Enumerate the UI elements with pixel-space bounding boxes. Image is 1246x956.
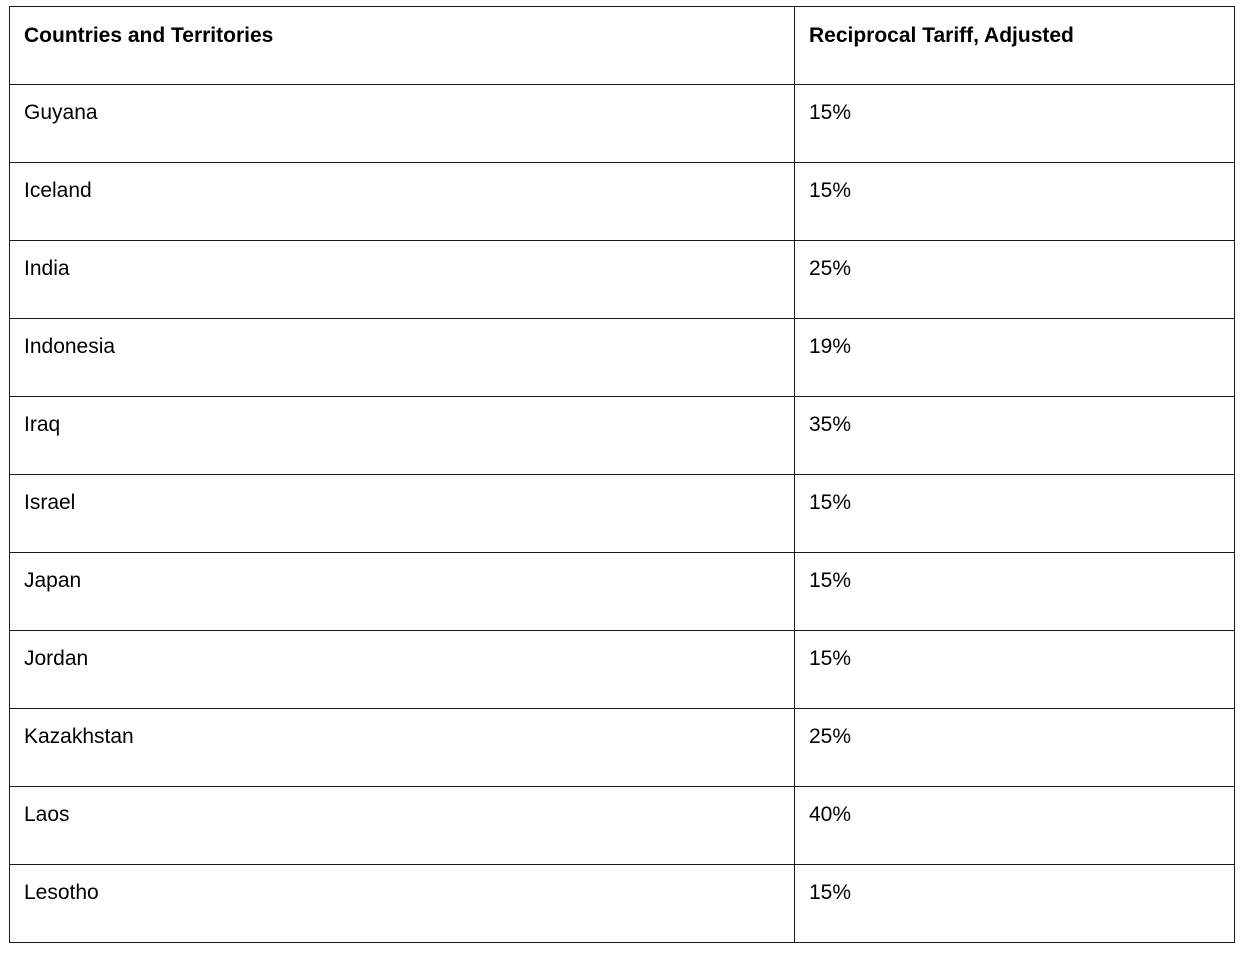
- country-cell: Lesotho: [10, 865, 795, 943]
- tariff-cell: 25%: [795, 709, 1235, 787]
- tariff-cell: 15%: [795, 163, 1235, 241]
- table-row: [10, 241, 1235, 319]
- table-row: [10, 319, 1235, 397]
- country-cell: Indonesia: [10, 319, 795, 397]
- tariff-cell: 15%: [795, 475, 1235, 553]
- tariff-cell: 15%: [795, 865, 1235, 943]
- column-header-tariff: Reciprocal Tariff, Adjusted: [795, 7, 1235, 85]
- tariff-cell: 35%: [795, 397, 1235, 475]
- tariff-cell: 15%: [795, 631, 1235, 709]
- tariff-cell: 19%: [795, 319, 1235, 397]
- table-row: [10, 787, 1235, 865]
- country-cell: Japan: [10, 553, 795, 631]
- country-cell: Jordan: [10, 631, 795, 709]
- table-row: [10, 553, 1235, 631]
- table-row: [10, 631, 1235, 709]
- country-cell: Guyana: [10, 85, 795, 163]
- tariff-table: [9, 6, 1235, 943]
- table-row: [10, 85, 1235, 163]
- country-cell: Iraq: [10, 397, 795, 475]
- table-row: [10, 163, 1235, 241]
- tariff-cell: 15%: [795, 85, 1235, 163]
- column-header-country: Countries and Territories: [10, 7, 795, 85]
- tariff-cell: 25%: [795, 241, 1235, 319]
- country-cell: Laos: [10, 787, 795, 865]
- country-cell: Israel: [10, 475, 795, 553]
- country-cell: Kazakhstan: [10, 709, 795, 787]
- table-header-row: [10, 7, 1235, 85]
- tariff-cell: 15%: [795, 553, 1235, 631]
- table-row: [10, 865, 1235, 943]
- tariff-cell: 40%: [795, 787, 1235, 865]
- country-cell: India: [10, 241, 795, 319]
- table-row: [10, 475, 1235, 553]
- country-cell: Iceland: [10, 163, 795, 241]
- table-row: [10, 397, 1235, 475]
- table-row: [10, 709, 1235, 787]
